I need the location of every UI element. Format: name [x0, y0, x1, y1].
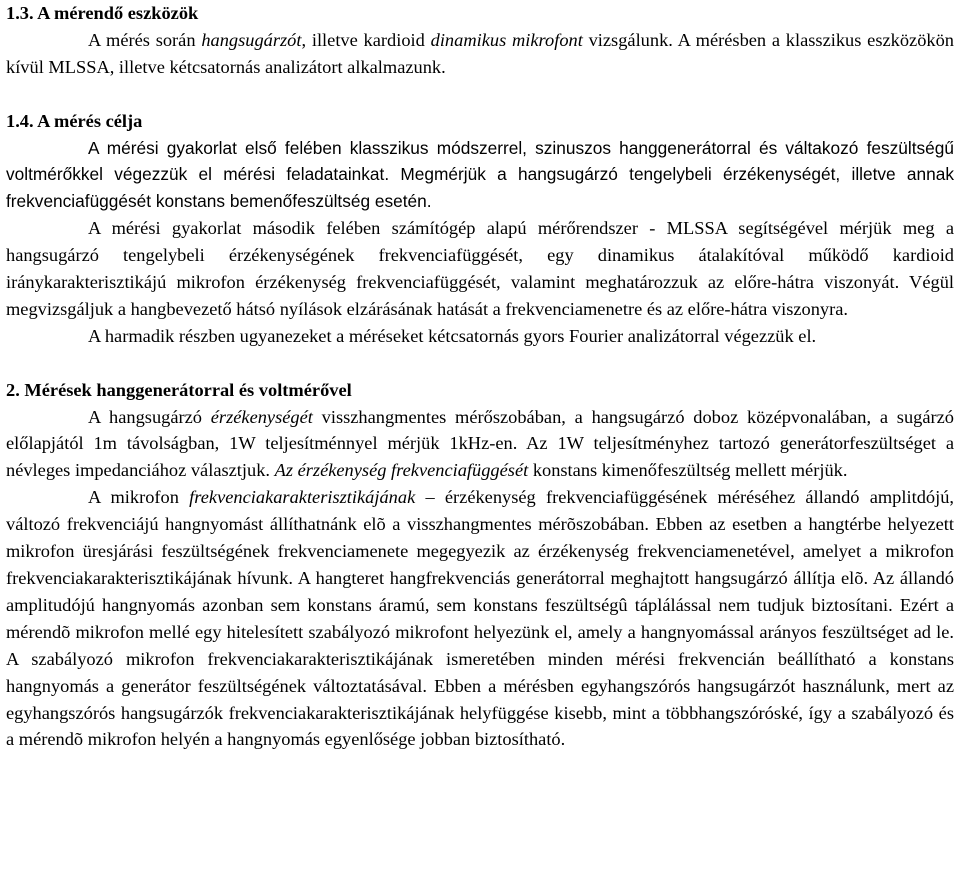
italic-text: frekvenciakarakterisztikájának — [189, 487, 416, 508]
paragraph — [6, 27, 954, 81]
text-run: konstans kimenőfeszültség mellett mérjük. — [528, 460, 848, 481]
document-page — [6, 0, 954, 753]
paragraph: A mérési gyakorlat első felében klasszikus módszerrel, szinuszos hanggenerátorral és váltakozó feszültségű voltmérőkkel végezzük el mérési feladatainkat. Megmérjük a hangsugárzó tengelybeli érzékenységét, illetve annak frekvenciafüggését konstans bemenőfeszültség esetén. — [6, 137, 954, 212]
text-run: A hangsugárzó — [88, 406, 211, 427]
paragraph — [6, 484, 954, 753]
paragraph: A harmadik részben ugyanezeket a méréseket kétcsatornás gyors Fourier analizátorral végezzük el. — [88, 325, 817, 346]
paragraph: A mérési gyakorlat második felében számítógép alapú mérőrendszer - MLSSA segítségével mérjük meg a hangsugárzó tengelybeli érzékenységének frekvenciafüggését, egy dinamikus átalakítóval működő kardioid iránykarakterisztikájú mikrofon érzékenység frekvenciafüggését, valamint meghatározzuk az előre-hátra viszonyát. Végül megvizsgáljuk a hangbevezető hátsó nyílások elzárásának hatását a frekvenciamenetre és az előre-hátra viszonyra. — [6, 218, 954, 319]
italic-text: hangsugárzót — [201, 29, 302, 50]
section-heading-1-3: 1.3. A mérendő eszközök — [6, 3, 199, 23]
text-run: , illetve kardioid — [301, 29, 431, 50]
text-run: visszhangmentes mérőszobában, a hangsugárzó doboz középvonalában, a sugárzó előlapjától 1m távolságban, 1W teljesítménnyel mérjük 1kHz-en. Az 1W teljesítményhez tartozó generátorfeszültséget a névleges impedanciához választjuk. — [6, 406, 954, 481]
section-heading-2: 2. Mérések hanggenerátorral és voltmérővel — [6, 379, 352, 400]
italic-text: érzékenységét — [210, 406, 313, 427]
italic-text: Az érzékenység frekvenciafüggését — [274, 460, 529, 481]
section-heading-1-4: 1.4. A mérés célja — [6, 110, 143, 131]
text-run: A mikrofon — [88, 487, 190, 508]
text-run: – érzékenység frekvenciafüggésének méréséhez állandó amplitdójú, változó frekvenciájú hangnyomást állíthatnánk elõ a visszhangmentes mérõszobában. Ebben az esetben a hangtérbe helyezett mikrofon üresjárási feszültségének frekvenciamenete megegyezik az érzékenység frekvenciamenetével, amelyet a mikrofon frekvenciakarakterisztikájának hívunk. A hangteret hangfrekvenciás generátorral meghajtott hangsugárzó állítja elõ. Az állandó amplitudójú hangnyomás azonban sem konstans áramú, sem konstans feszültségû táplálással nem tudjuk biztosítani. Ezért a mérendõ mikrofon mellé egy hitelesített szabályozó mikrofont helyezünk el, amely a hangnyomással arányos feszültséget ad le. A szabályozó mikrofon frekvenciakarakterisztikájának ismeretében minden mérési frekvencián beállítható a konstans hangnyomás a generátor feszültségének változtatásával. Ebben a mérésben egyhangszórós hangsugárzót használunk, mert az egyhangszórós hangsugárzók frekvenciakarakterisztikájának helyfüggése kisebb, mint a többhangszóróské, így a szabályozó és a mérendõ mikrofon helyén a hangnyomás egyenlősége jobban biztosítható. — [6, 487, 955, 750]
text-run: A mérés során — [88, 29, 202, 50]
paragraph — [6, 404, 954, 485]
italic-text: dinamikus mikrofont — [430, 29, 583, 50]
text-run: vizsgálunk. A mérésben a klasszikus eszközökön kívül MLSSA, illetve kétcsatornás analizátort alkalmazunk. — [6, 29, 954, 77]
